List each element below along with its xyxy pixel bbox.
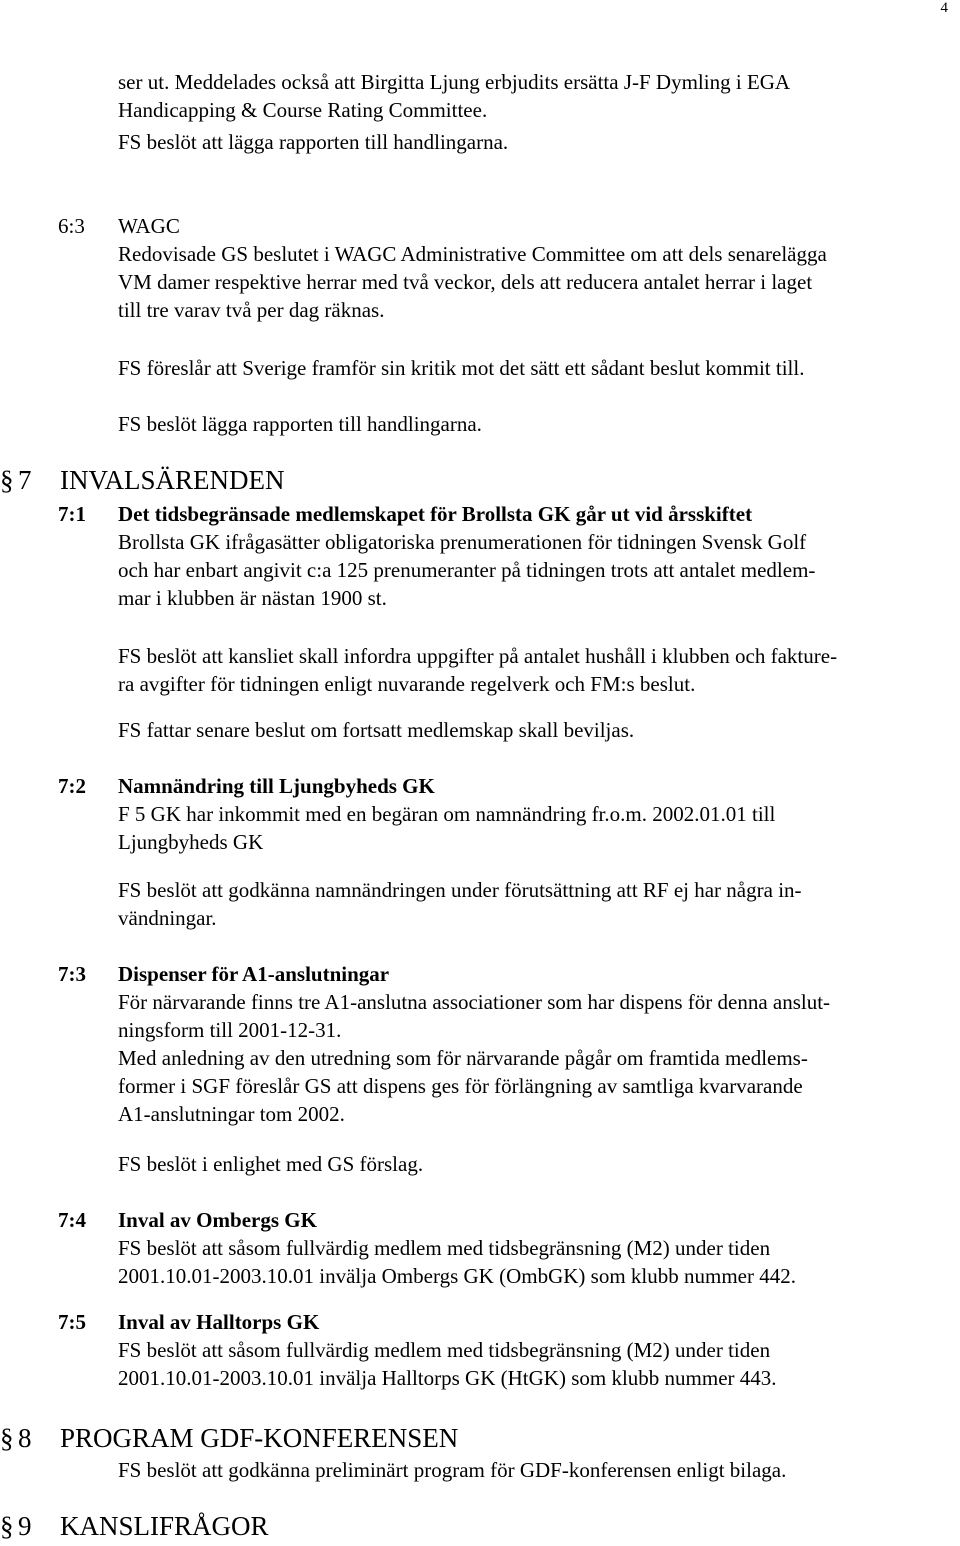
item-7-1-body [118,528,918,612]
text-line: Redovisade GS beslutet i WAGC Administrative Committee om att dels senarelägga [118,242,827,266]
text-line: vändningar. [118,906,217,930]
item-7-3-decision: FS beslöt i enlighet med GS förslag. [118,1152,424,1176]
section-number: 7 [18,465,32,495]
item-7-2-decision [118,876,918,932]
item-7-3-heading: Dispenser för A1-anslutningar [118,962,390,986]
text-line: mar i klubben är nästan 1900 st. [118,586,387,610]
item-7-1-note: FS fattar senare beslut om fortsatt medlemskap skall beviljas. [118,718,635,742]
page-number: 4 [940,0,948,16]
text-line: A1-anslutningar tom 2002. [118,1102,345,1126]
text-line: former i SGF föreslår GS att dispens ges för förlängning av samtliga kvarvarande [118,1074,803,1098]
section-7-heading [0,464,285,496]
item-7-2-number: 7:2 [58,774,86,798]
section-symbol: § [0,465,14,495]
item-6-3-decision: FS beslöt lägga rapporten till handlingarna. [118,412,482,436]
section-9-heading [0,1510,269,1542]
section-title: INVALSÄRENDEN [60,465,285,495]
item-7-2-body [118,800,918,856]
text-line: FS beslöt att såsom fullvärdig medlem med tidsbegränsning (M2) under tiden [118,1338,771,1362]
intro-decision: FS beslöt att lägga rapporten till handlingarna. [118,130,509,154]
item-7-5-number: 7:5 [58,1310,86,1334]
text-line: ningsform till 2001-12-31. [118,1018,342,1042]
item-7-5-heading: Inval av Halltorps GK [118,1310,320,1334]
item-7-2-heading: Namnändring till Ljungbyheds GK [118,774,435,798]
text-line: Med anledning av den utredning som för närvarande pågår om framtida medlems- [118,1046,808,1070]
text-line: 2001.10.01-2003.10.01 invälja Halltorps GK (HtGK) som klubb nummer 443. [118,1366,777,1390]
text-line: VM damer respektive herrar med två veckor, dels att reducera antalet herrar i laget [118,270,813,294]
section-number: 9 [18,1511,32,1541]
item-7-3-number: 7:3 [58,962,86,986]
text-line: FS beslöt att godkänna namnändringen under förutsättning att RF ej har några in- [118,878,802,902]
text-line: F 5 GK har inkommit med en begäran om namnändring fr.o.m. 2002.01.01 till [118,802,776,826]
text-line: Handicapping & Course Rating Committee. [118,98,488,122]
section-title: KANSLIFRÅGOR [60,1511,269,1541]
section-title: PROGRAM GDF-KONFERENSEN [60,1423,459,1453]
text-line: Brollsta GK ifrågasätter obligatoriska prenumerationen för tidningen Svensk Golf [118,530,807,554]
item-6-3-heading: WAGC [118,214,180,238]
text-line: FS beslöt att såsom fullvärdig medlem med tidsbegränsning (M2) under tiden [118,1236,771,1260]
text-line: och har enbart angivit c:a 125 prenumeranter på tidningen trots att antalet medlem- [118,558,816,582]
section-8-heading [0,1422,458,1454]
section-number: 8 [18,1423,32,1453]
item-7-1-heading: Det tidsbegränsade medlemskapet för Brollsta GK går ut vid årsskiftet [118,502,753,526]
text-line: 2001.10.01-2003.10.01 invälja Ombergs GK (OmbGK) som klubb nummer 442. [118,1264,796,1288]
item-7-3-body [118,988,918,1128]
text-line: FS beslöt att kansliet skall infordra uppgifter på antalet hushåll i klubben och fakture- [118,644,838,668]
item-7-4-body [118,1234,918,1290]
intro-paragraph [118,68,918,124]
item-6-3-number: 6:3 [58,214,85,238]
item-7-4-number: 7:4 [58,1208,86,1232]
item-7-5-body [118,1336,918,1392]
item-6-3-proposal: FS föreslår att Sverige framför sin kritik mot det sätt ett sådant beslut kommit till. [118,356,805,380]
section-symbol: § [0,1511,14,1541]
text-line: ser ut. Meddelades också att Birgitta Ljung erbjudits ersätta J-F Dymling i EGA [118,70,791,94]
section-8-text: FS beslöt att godkänna preliminärt program för GDF-konferensen enligt bilaga. [118,1458,787,1482]
text-line: till tre varav två per dag räknas. [118,298,385,322]
text-line: ra avgifter för tidningen enligt nuvarande regelverk och FM:s beslut. [118,672,696,696]
item-7-1-number: 7:1 [58,502,86,526]
item-7-4-heading: Inval av Ombergs GK [118,1208,317,1232]
item-6-3-body [118,240,918,324]
section-symbol: § [0,1423,14,1453]
text-line: För närvarande finns tre A1-anslutna associationer som har dispens för denna anslut- [118,990,831,1014]
text-line: Ljungbyheds GK [118,830,264,854]
item-7-1-decision [118,642,918,698]
